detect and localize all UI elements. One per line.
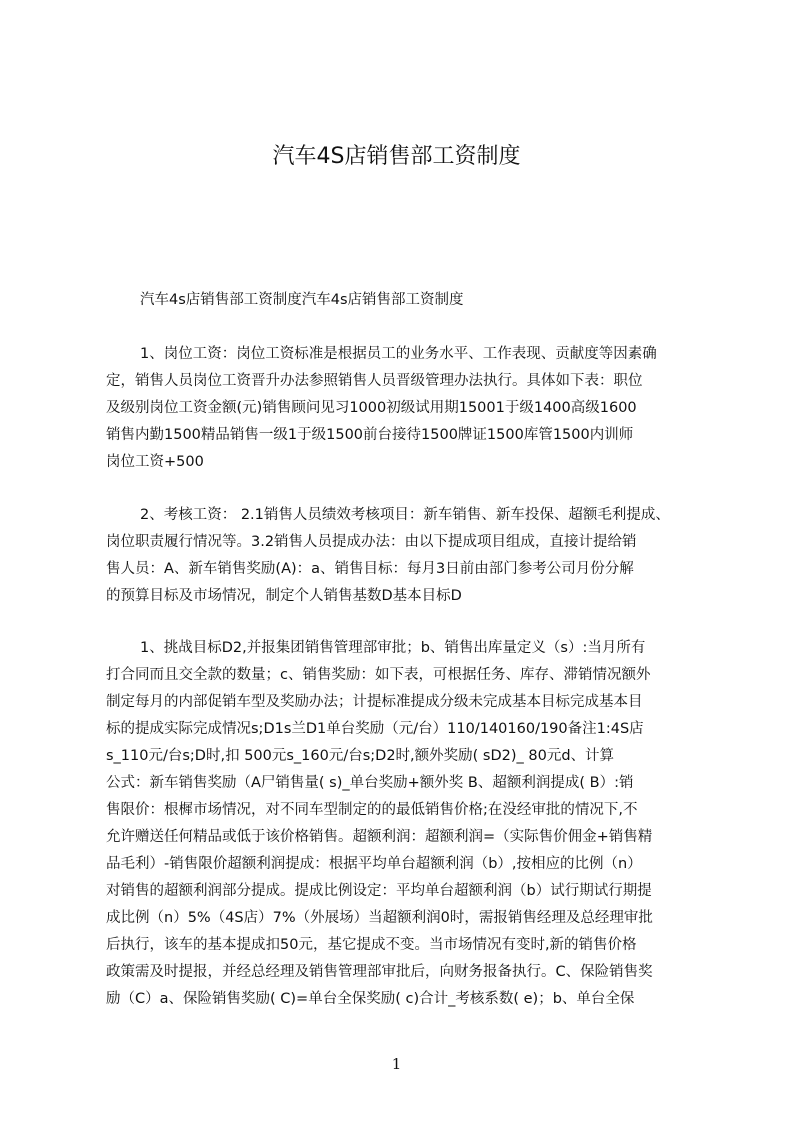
paragraph-line: 后执行，该车的基本提成扣50元，基它提成不变。当市场情况有变时,新的销售价格 — [106, 937, 637, 953]
page-number: 1 — [391, 1055, 402, 1073]
paragraph-line: 2、考核工资： 2.1销售人员绩效考核项目：新车销售、新车投保、超额毛利提成、 — [140, 507, 670, 523]
paragraph-line: 对销售的超额利润部分提成。提成比例设定：平均单台超额利润（b）试行期试行期提 — [106, 883, 652, 899]
paragraph-line: 打合同而且交全款的数量；c、销售奖励：如下表，可根据任务、库存、滞销情况额外 — [106, 667, 651, 683]
paragraph-line: 销售内勤1500精品销售一级1于级1500前台接待1500牌证1500库管1500内训师 — [106, 427, 634, 443]
paragraph-line: 品毛利）-销售限价超额利润提成：根据平均单台超额利润（b）,按相应的比例（n） — [106, 856, 642, 872]
paragraph-line: 及级别岗位工资金额(元)销售顾问见习1000初级试用期15001于级1400高级1600 — [106, 400, 637, 416]
paragraph-line: 励（C）a、保险销售奖励( C)=单台全保奖励( c)合计_考核系数( e)；b、单台全保 — [106, 991, 635, 1007]
paragraph-line: 公式：新车销售奖励（A尸销售量( s)_单台奖励+额外奖 B、超额利润提成( B）:销 — [106, 775, 634, 791]
paragraph-line: 的预算目标及市场情况，制定个人销售基数D基本目标D — [106, 588, 462, 604]
paragraph-line: 定，销售人员岗位工资晋升办法参照销售人员晋级管理办法执行。具体如下表：职位 — [106, 373, 643, 389]
paragraph-line: 1、岗位工资：岗位工资标准是根据员工的业务水平、工作表现、贡献度等因素确 — [140, 346, 657, 362]
document-title: 汽车4S店销售部工资制度 — [272, 144, 521, 169]
paragraph-line: 1、挑战目标D2,并报集团销售管理部审批；b、销售出库量定义（s）:当月所有 — [140, 640, 646, 656]
paragraph-line: 成比例（n）5%（4S店）7%（外展场）当超额利润0时，需报销售经理及总经理审批 — [106, 910, 653, 926]
paragraph-line: 标的提成实际完成情况s;D1s兰D1单台奖励（元/台）110/140160/190备注1:4S店 — [106, 721, 644, 737]
paragraph-line: 售限价：根樨市场情况，对不同车型制定的的最低销售价格;在没经审批的情况下,不 — [106, 802, 638, 818]
paragraph-line: 制定每月的内部促销车型及奖励办法；计提标准提成分级未完成基本目标完成基本目 — [106, 694, 643, 710]
paragraph-line: 允许赠送任何精品或低于该价格销售。超额利润：超额利润=（实际售价佣金+销售精 — [106, 829, 653, 845]
paragraph-line: 政策需及时提报，并经总经理及销售管理部审批后，向财务报备执行。C、保险销售奖 — [106, 964, 653, 980]
document-subtitle: 汽车4s店销售部工资制度汽车4s店销售部工资制度 — [140, 292, 464, 308]
paragraph-line: 岗位工资+500 — [106, 454, 204, 470]
paragraph-line: s_110元/台s;D时,扣 500元s_160元/台s;D2时,额外奖励( sD2)_ 80元d、计算 — [106, 748, 615, 764]
paragraph-line: 岗位职责履行情况等。3.2销售人员提成办法：由以下提成项目组成，直接计提给销 — [106, 534, 637, 550]
paragraph-line: 售人员：A、新车销售奖励(A)：a、销售目标：每月3日前由部门参考公司月份分解 — [106, 561, 634, 577]
